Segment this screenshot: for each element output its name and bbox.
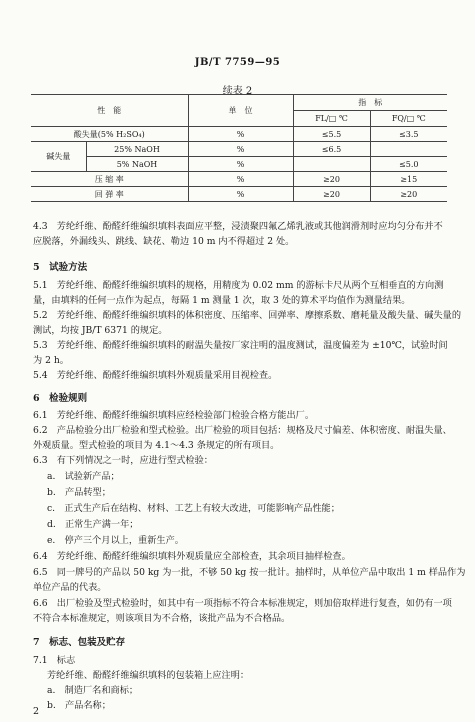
para-5-3-cont: 为 2 h。 (33, 355, 69, 366)
para-5-2-cont: 测试，均按 JB/T 6371 的规定。 (33, 325, 168, 336)
row-fq: ≤5.0 (370, 157, 447, 172)
para-6-2-cont: 外观质量。型式检验的项目为 4.1～4.3 条规定的所有项目。 (33, 440, 280, 451)
list-item-7a: a. 制造厂名和商标； (47, 685, 139, 696)
row-unit: % (188, 127, 293, 142)
row-unit: % (188, 172, 293, 187)
row-fl: ≤5.5 (293, 127, 370, 142)
header-unit: 单 位 (188, 95, 293, 127)
row-fl: ≥20 (293, 172, 370, 187)
row-fl (293, 157, 370, 172)
row-name: 酸失量(5% H₂SO₄) (31, 127, 188, 142)
header-index: 指 标 (293, 95, 447, 111)
header-fl: FL/□ ℃ (293, 111, 370, 127)
table-row-alkali-25 (31, 142, 447, 157)
para-5-3: 5.3 芳纶纤维、酚醛纤维编织填料的耐温失量按厂家注明的温度测试，温度偏差为 ±10℃，试验时间 (33, 340, 448, 351)
para-5-2: 5.2 芳纶纤维、酚醛纤维编织填料的体积密度、压缩率、回弹率、摩擦系数、磨耗量及酸失量、碱失量的 (33, 310, 462, 321)
list-item-c: c. 正式生产后在结构、材料、工艺上有较大改进，可能影响产品性能； (47, 503, 340, 514)
table-row-alkali-5 (31, 157, 447, 172)
row-fq: ≥20 (370, 187, 447, 202)
para-4-3-cont: 应脱落，外漏线头、跳线、缺花、勒边 10 m 内不得超过 2 处。 (33, 236, 295, 247)
para-6-2: 6.2 产品检验分出厂检验和型式检验。出厂检验的项目包括：规格及尺寸偏差、体积密度、耐温失量、 (33, 425, 452, 436)
table-row-rebound (31, 187, 447, 202)
para-6-5: 6.5 同一牌号的产品以 50 kg 为一批，不够 50 kg 按一批计。抽样时，从单位产品中取出 1 m 样品作为 (33, 567, 466, 578)
section-6-heading: 6 检验规则 (33, 393, 88, 404)
list-item-d: d. 正常生产满一年； (47, 519, 139, 530)
row-name: 回 弹 率 (31, 187, 188, 202)
list-item-e: e. 停产三个月以上，重新生产。 (47, 535, 184, 546)
header-fq: FQ/□ ℃ (370, 111, 447, 127)
row-fl: ≤6.5 (293, 142, 370, 157)
list-item-a: a. 试验新产品； (47, 471, 120, 482)
row-fq (370, 142, 447, 157)
row-unit: % (188, 157, 293, 172)
list-item-7b: b. 产品名称； (47, 700, 111, 711)
para-5-4: 5.4 芳纶纤维、酚醛纤维编织填料外观质量采用目视检查。 (33, 370, 278, 381)
para-4-3: 4.3 芳纶纤维、酚醛纤维编织填料表面应平整，浸渍聚四氟乙烯乳液或其他润滑剂时应均匀分布并不 (33, 221, 443, 232)
para-7-1-text: 芳纶纤维、酚醛纤维编织填料的包装箱上应注明： (47, 670, 250, 681)
row-unit: % (188, 187, 293, 202)
properties-table (31, 94, 447, 202)
para-6-6: 6.6 出厂检验及型式检验时，如其中有一项指标不符合本标准规定，则加倍取样进行复查，如仍有一项 (33, 598, 452, 609)
row-name: 5% NaOH (86, 157, 188, 172)
para-6-3: 6.3 有下列情况之一时，应进行型式检验： (33, 455, 213, 466)
table-row-acid (31, 127, 447, 142)
document-header-code: JB/T 7759—95 (194, 57, 281, 68)
section-5-heading: 5 试验方法 (33, 262, 88, 273)
row-name: 25% NaOH (86, 142, 188, 157)
para-5-1-cont: 量，由填料的任何一点作为起点，每隔 1 m 测量 1 次，取 3 处的算术平均值作为测量结果。 (33, 295, 411, 306)
row-fq: ≥15 (370, 172, 447, 187)
header-property: 性 能 (31, 95, 188, 127)
para-6-5-cont: 单位产品的代表。 (33, 582, 107, 593)
table-caption: 续表 2 (222, 86, 253, 97)
para-6-6-cont: 不符合本标准规定，则该项目为不合格，该批产品为不合格品。 (33, 613, 291, 624)
row-unit: % (188, 142, 293, 157)
para-7-1: 7.1 标志 (33, 655, 76, 666)
row-fq: ≤3.5 (370, 127, 447, 142)
para-6-1: 6.1 芳纶纤维、酚醛纤维编织填料应经检验部门检验合格方能出厂。 (33, 410, 315, 421)
page-number: 2 (33, 706, 40, 717)
row-fl: ≥20 (293, 187, 370, 202)
list-item-b: b. 产品转型； (47, 487, 111, 498)
row-name: 压 缩 率 (31, 172, 188, 187)
section-7-heading: 7 标志、包装及贮存 (33, 637, 126, 648)
row-group-alkali: 碱失量 (31, 142, 86, 172)
table-row-compression (31, 172, 447, 187)
para-5-1: 5.1 芳纶纤维、酚醛纤维编织填料的规格，用精度为 0.02 mm 的游标卡尺从两个互相垂直的方向测 (33, 280, 444, 291)
para-6-4: 6.4 芳纶纤维、酚醛纤维编织填料外观质量应全部检查，其余项目抽样检查。 (33, 551, 351, 562)
